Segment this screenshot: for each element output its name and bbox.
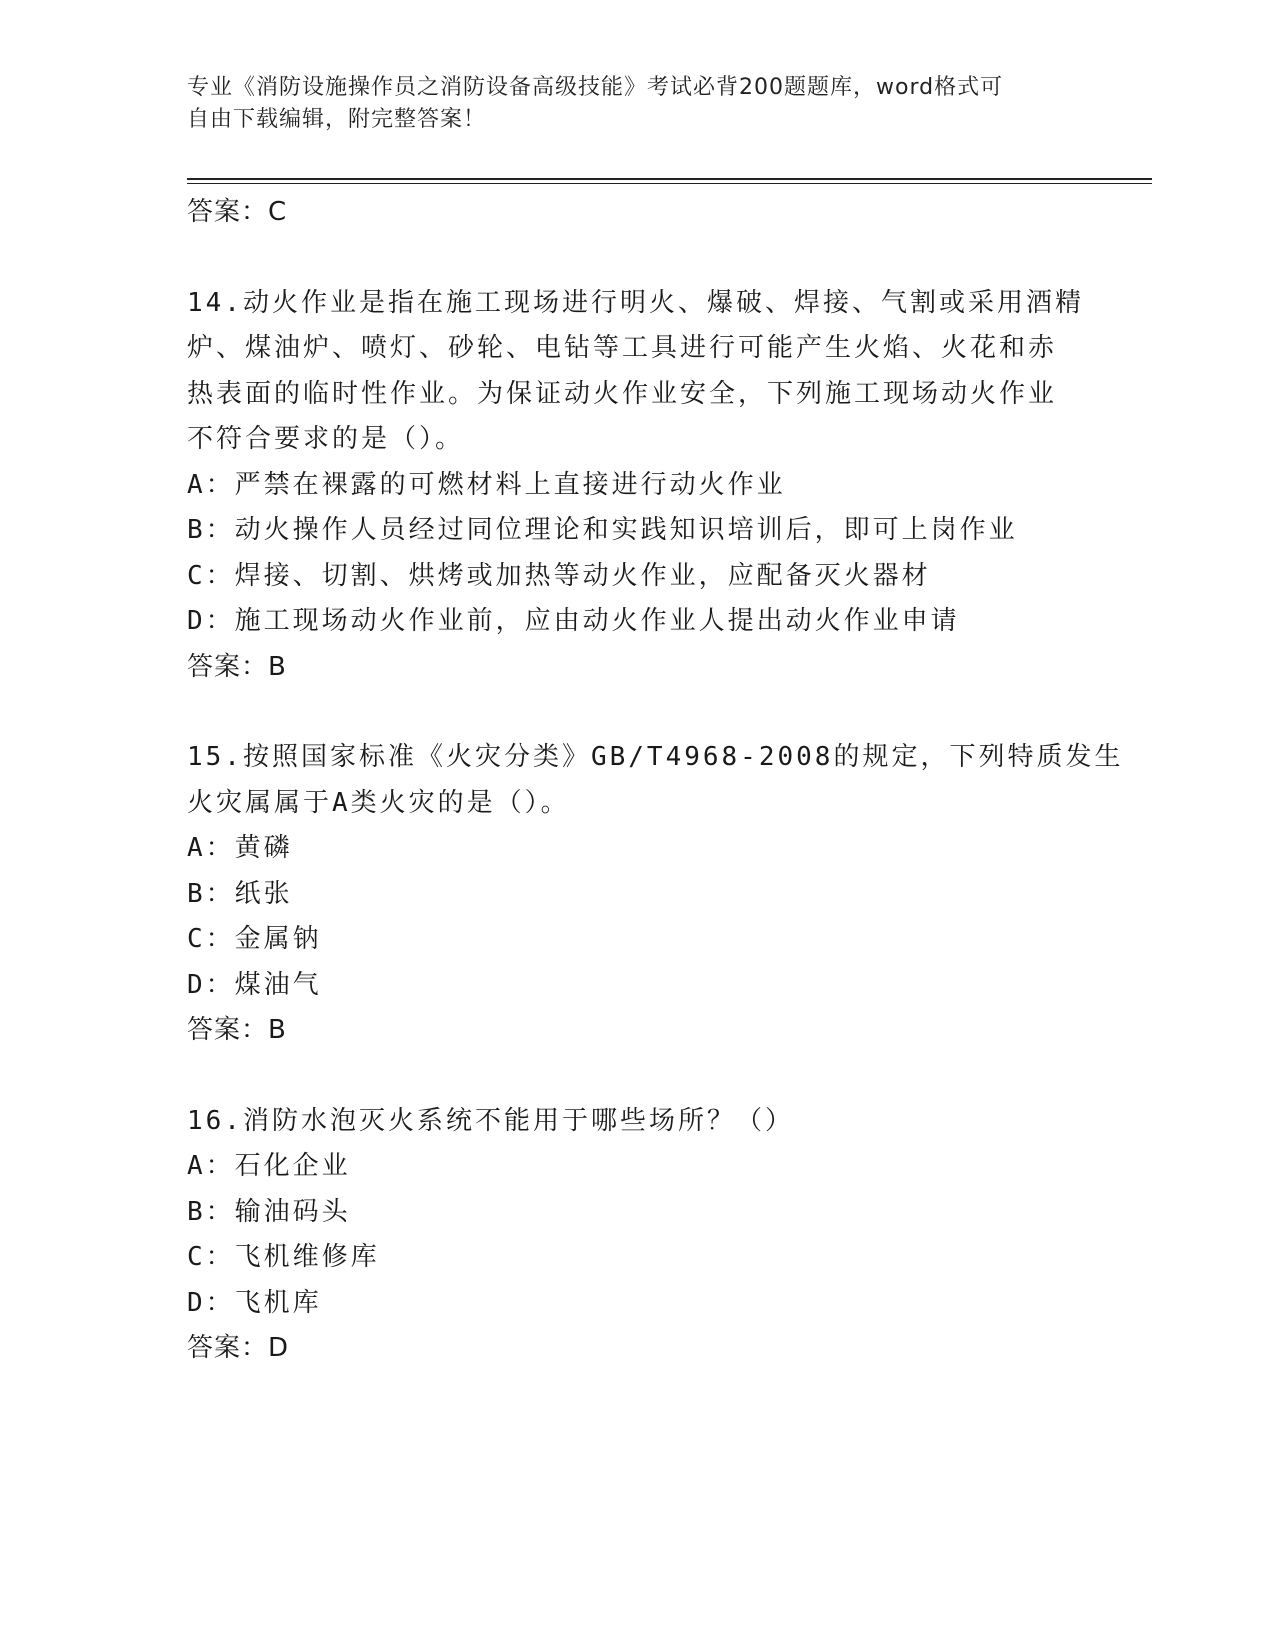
answer-line: 答案：D bbox=[187, 1333, 290, 1363]
option-b: B：输油码头 bbox=[187, 1196, 351, 1227]
option-b: B：纸张 bbox=[187, 878, 293, 909]
page-header bbox=[187, 72, 1067, 136]
option-a: A：石化企业 bbox=[187, 1151, 351, 1181]
header-divider-thin bbox=[187, 183, 1152, 184]
spacer bbox=[187, 1054, 1087, 1099]
question-stem-line: 16.消防水泡灭火系统不能用于哪些场所？（） bbox=[187, 1105, 794, 1136]
spacer bbox=[187, 690, 1087, 735]
option-c: C：金属钠 bbox=[187, 924, 322, 954]
option-d: D：飞机库 bbox=[187, 1287, 322, 1318]
option-d: D：煤油气 bbox=[187, 969, 322, 1000]
option-a: A：严禁在裸露的可燃材料上直接进行动火作业 bbox=[187, 469, 786, 500]
option-c: C：焊接、切割、烘烤或加热等动火作业，应配备灭火器材 bbox=[187, 560, 931, 591]
answer-line: 答案：B bbox=[187, 651, 287, 682]
header-line-1: 专业《消防设施操作员之消防设备高级技能》考试必背200题题库，word格式可 bbox=[187, 75, 1004, 100]
header-line-2: 自由下载编辑，附完整答案！ bbox=[187, 107, 487, 132]
question-stem-line: 15.按照国家标准《火灾分类》GB/T4968-2008的规定，下列特质发生 bbox=[187, 742, 1124, 772]
option-a: A：黄磷 bbox=[187, 833, 293, 863]
spacer bbox=[187, 236, 1087, 281]
question-block-16 bbox=[187, 1099, 1087, 1372]
header-divider-thick bbox=[187, 178, 1152, 180]
question-stem-line: 热表面的临时性作业。为保证动火作业安全，下列施工现场动火作业 bbox=[187, 378, 1058, 409]
answer-line: 答案：C bbox=[187, 197, 288, 227]
question-stem-line: 14.动火作业是指在施工现场进行明火、爆破、焊接、气割或采用酒精 bbox=[187, 287, 1084, 318]
question-stem-line: 炉、煤油炉、喷灯、砂轮、电钻等工具进行可能产生火焰、火花和赤 bbox=[187, 333, 1058, 363]
question-block-14 bbox=[187, 281, 1087, 691]
question-stem-line: 火灾属属于A类火灾的是（）。 bbox=[187, 787, 570, 818]
question-block-15 bbox=[187, 735, 1124, 1054]
question-stem-line: 不符合要求的是（）。 bbox=[187, 424, 465, 454]
option-c: C：飞机维修库 bbox=[187, 1242, 380, 1272]
document-body bbox=[187, 190, 1124, 1372]
option-d: D：施工现场动火作业前，应由动火作业人提出动火作业申请 bbox=[187, 606, 960, 636]
option-b: B：动火操作人员经过同位理论和实践知识培训后，即可上岗作业 bbox=[187, 515, 1018, 545]
answer-line: 答案：B bbox=[187, 1015, 287, 1045]
